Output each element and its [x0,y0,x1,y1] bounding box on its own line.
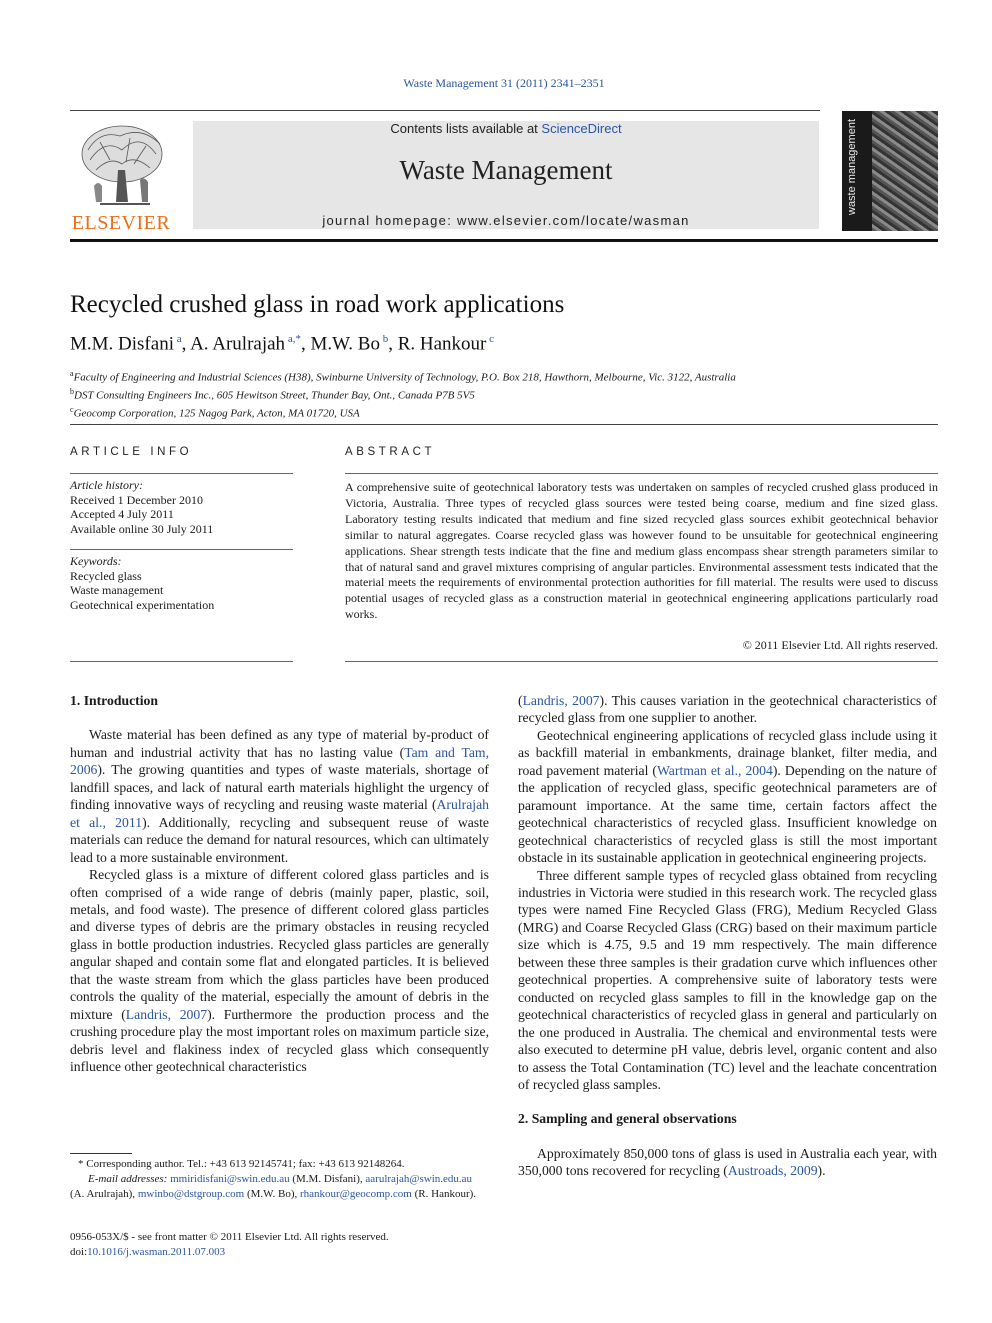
paragraph: Approximately 850,000 tons of glass is used in Australia each year, with 350,000 tons recovered for recycling (Austroads, 2009). [518,1145,937,1179]
front-matter [70,1230,489,1260]
author-affiliation-mark[interactable]: a,* [287,333,301,345]
journal-banner [193,121,819,229]
citation-link[interactable]: Landris, 2007 [125,1006,208,1022]
elsevier-wordmark: ELSEVIER [71,212,171,234]
section-rule [70,424,938,425]
tree-icon [70,120,172,212]
citation-link[interactable]: Austroads, 2009 [727,1163,818,1179]
keywords [70,554,214,612]
journal-reference-link[interactable]: Waste Management 31 (2011) 2341–2351 [403,76,605,90]
section-heading: 2. Sampling and general observations [518,1111,737,1127]
contents-prefix: Contents lists available at [390,121,542,136]
author-name: A. Arulrajah [190,333,286,355]
body-column-left [70,692,489,1076]
email-addresses: E-mail addresses: mmiridisfani@swin.edu.au (M.M. Disfani), aarulrajah@swin.edu.au (A. Arulrajah), mwinbo@dstgroup.com (M.W. Bo), rhankour@geocomp.com (R. Hankour). [70,1173,477,1200]
citation-link[interactable]: Wartman et al., 2004 [656,762,773,778]
sciencedirect-link[interactable]: ScienceDirect [541,121,622,136]
author-affiliation-mark[interactable]: c [489,333,495,345]
author-name: R. Hankour [397,333,487,355]
corresponding-author-note: * Corresponding author. Tel.: +43 613 92145741; fax: +43 613 92148264. [78,1158,405,1170]
copyright-notice: © 2011 Elsevier Ltd. All rights reserved. [742,638,938,652]
author-affiliation-mark[interactable]: a [176,333,182,345]
footnote [70,1157,489,1202]
info-rule [70,473,293,474]
email-link[interactable]: rhankour@geocomp.com [300,1188,412,1200]
header-thick-rule [70,239,938,242]
email-link[interactable]: aarulrajah@swin.edu.au [365,1173,473,1185]
affiliation-item: $^a$Faculty of Engineering and Industrial Sciences (H38), Swinburne University of Technology, P.O. Box 218, Hawthorn, Melbourne, Vic. 3122, Australia [70,369,736,384]
section-heading: 1. Introduction [70,693,158,708]
author-name: M.M. Disfani [70,333,174,355]
author-list: M.M. Disfani $^a$, A. Arulrajah $^{a,*}$, M.W. Bo $^b$, R. Hankour $^c$ [70,333,495,355]
article-history [70,478,213,536]
email-link[interactable]: mwinbo@dstgroup.com [137,1188,245,1200]
doi-line: doi:10.1016/j.wasman.2011.07.003 [70,1246,226,1258]
journal-homepage[interactable]: journal homepage: www.elsevier.com/locate/wasman [322,213,690,228]
info-rule [70,549,293,550]
paragraph: Waste material has been defined as any type of material by-product of human and industrial activity that has no lasting value (Tam and Tam, 2006). The growing quantities and types of waste materials, shortage of landfill spaces, and lack of natural earth materials highlight the urgency of finding innovative ways of recycling and reusing waste material (Arulrajah et al., 2011). Additionally, recycling and subsequent reuse of waste materials can reduce the demand for natural resources, which can ultimately lead to a more sustainable environment. [70,727,490,865]
history-accepted: Accepted 4 July 2011 [70,507,174,521]
journal-cover-image [842,111,938,231]
paper-title: Recycled crushed glass in road work applications [70,291,565,318]
paragraph: (Landris, 2007). This causes variation in the geotechnical characteristics of recycled glass from one supplier to another. [518,693,937,726]
affiliation-item: $^c$Geocomp Corporation, 125 Nagog Park, Acton, MA 01720, USA [70,405,360,420]
elsevier-logo [70,120,172,232]
doi-link[interactable]: 10.1016/j.wasman.2011.07.003 [87,1246,226,1258]
keywords-label: Keywords: [70,554,122,568]
citation-link[interactable]: Arulrajah et al., 2011 [70,797,489,830]
keyword-item: Waste management [70,583,164,597]
paragraph: Geotechnical engineering applications of recycled glass include using it as backfill material in embankments, drainage blanket, filter media, and road pavement material (Wartman et al., 2004). Depending on the nature of the application of recycled glass, specific geotechnical parameters are of paramount importance. At the same time, certain factors affect the geotechnical characteristics of recycled glass. Insufficient knowledge on geotechnical characteristics of recycled glass is still the most important obstacle in its sustainable application in geotechnical engineering projects. [518,727,937,866]
paragraph: Recycled glass is a mixture of different colored glass particles and is often comprised of a wide range of debris (mainly paper, plastic, soil, metals, and food waste). The presence of different colored glass particles and diverse types of debris are the primary obstacles in reusing recycled glass in bottle production industries. Recycled glass particles are generally angular shaped and contain some flat and elongated particles. It is believed that the waste stream from which the glass particles have been produced controls the quality of the material, especially the amount of debris in the mixture (Landris, 2007). Furthermore the production process and the crushing procedure play the most important roles on maximum particle size, debris level and flakiness index of recycled glass which consequently influence other geotechnical characteristics [70,867,489,1075]
author-name: M.W. Bo [310,333,380,355]
keyword-item: Geotechnical experimentation [70,597,215,612]
affiliation-item: $^b$DST Consulting Engineers Inc., 605 Hewitson Street, Thunder Bay, Ont., Canada P7B 5V5 [70,387,475,402]
footnote-rule [70,1153,132,1154]
history-online: Available online 30 July 2011 [70,521,214,536]
abstract-rule [345,473,938,474]
citation-link[interactable]: Landris, 2007 [522,693,600,708]
history-received: Received 1 December 2010 [70,492,203,507]
abstract-text: A comprehensive suite of geotechnical laboratory tests was undertaken on samples of recycled crushed glass produced in Victoria, Australia. Three types of recycled glass sources were tested being coarse, medium and fine sized glass. Laboratory testing results indicated that medium and fine sized recycled glass sources exhibit geotechnical behavior similar to natural aggregates. Coarse recycled glass was however found to be unsuitable for geotechnical engineering applications. Shear strength tests indicate that the fine and medium glass encompass shear strength parameters similar to that of natural sand and gravel mixtures comprising of angular particles. Environmental assessment tests indicated that the material meets the requirements of environmental protection authorities for fill material. The results were used to discuss potential usages of recycled glass as a construction material in geotechnical engineering applications particularly road works. [345,480,938,622]
contents-line [193,121,819,136]
journal-title: Waste Management [399,155,613,185]
paragraph: Three different sample types of recycled glass obtained from recycling industries in Victoria were studied in this research work. The recycled glass types were named Fine Recycled Glass (FRG), Medium Recycled Glass (MRG) and Coarse Recycled Glass (CRG) based on their maximum particle size which is 4.75, 9.5 and 19 mm respectively. The main difference between these three samples is their gradation curve which influences other geotechnical properties. A comprehensive suite of laboratory tests were conducted on recycled glass samples to fill in the knowledge gap on the geotechnical characteristics of recycled glass in general and particularly on the one produced in Australia. The chemical and environmental tests were also executed to determine pH value, debris level, organic content and also to assess the Total Contamination (TC) level and the leachate concentration of recycled glass samples. [518,867,937,1092]
author-affiliation-mark[interactable]: b [382,333,389,345]
abstract-heading: ABSTRACT [345,446,436,458]
issn-line: 0956-053X/$ - see front matter © 2011 Elsevier Ltd. All rights reserved. [70,1231,389,1243]
history-label: Article history: [70,478,143,492]
keyword-item: Recycled glass [70,568,142,583]
email-link[interactable]: mmiridisfani@swin.edu.au [170,1173,290,1185]
cover-title: waste management [846,119,858,215]
info-rule [70,661,293,662]
article-info-heading: ARTICLE INFO [70,446,193,458]
citation-link[interactable]: Tam and Tam, 2006 [70,744,489,778]
affiliations [70,367,736,421]
body-column-right [518,692,937,1180]
abstract-rule [345,661,938,662]
header-rule [70,110,820,111]
cover-artwork [872,111,938,231]
